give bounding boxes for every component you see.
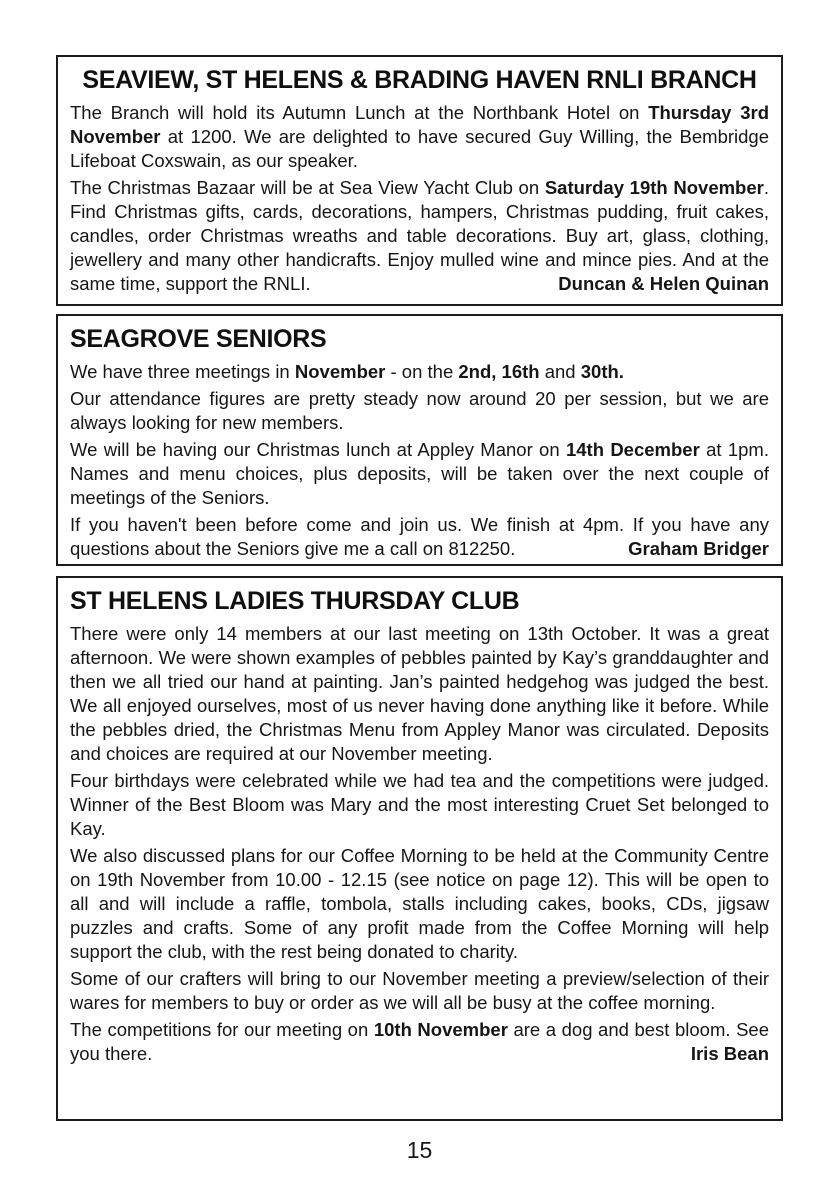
paragraph — [70, 622, 769, 766]
text-segment: - on the — [385, 361, 459, 382]
text-segment: Four birthdays were celebrated while we had tea and the competitions were judged. Winner of the Best Bloom was Mary and the most interesting Cruet Set belonged to Kay. — [70, 770, 769, 839]
text-segment: Our attendance figures are pretty steady now around 20 per session, but we are always looking for new members. — [70, 388, 769, 433]
paragraph — [70, 387, 769, 435]
text-segment: If you haven't been before come and join us. We finish at 4pm. If you have any questions about the Seniors give me a call on 812250. — [70, 514, 769, 559]
section-rnli-branch — [56, 55, 783, 306]
text-segment: 2nd, 16th — [458, 361, 540, 382]
text-segment: We have three meetings in — [70, 361, 295, 382]
page-number: 15 — [406, 1137, 433, 1163]
paragraph — [70, 844, 769, 964]
signature: Duncan & Helen Quinan — [558, 273, 769, 294]
paragraph — [70, 513, 769, 561]
text-segment: The Christmas Bazaar will be at Sea View Yacht Club on — [70, 177, 545, 198]
paragraph — [70, 967, 769, 1015]
text-segment: at 1pm. Names and menu choices, plus deposits, will be taken over the next couple of meetings of the Seniors. — [70, 439, 769, 508]
section-title-seagrove-seniors: SEAGROVE SENIORS — [70, 325, 327, 353]
text-segment: We will be having our Christmas lunch at Appley Manor on — [70, 439, 566, 460]
paragraph — [70, 101, 769, 173]
paragraph — [70, 360, 769, 384]
text-segment: November — [294, 361, 386, 382]
text-segment: . Find Christmas gifts, cards, decorations, hampers, Christmas pudding, fruit cakes, candles, order Christmas wreaths and table decorations. Buy art, glass, clothing, jewellery and many other handicrafts. Enjoy mulled wine and mince pies. And at the same time, support the RNLI. — [70, 177, 769, 294]
text-segment: at 1200. We are delighted to have secured Guy Willing, the Bembridge Lifeboat Coxswain, as our speaker. — [70, 126, 769, 171]
text-segment: We also discussed plans for our Coffee Morning to be held at the Community Centre on 19th November from 10.00 - 12.15 (see notice on page 12). This will be open to all and will include a raffle, tombola, stalls including cakes, books, CDs, jigsaw puzzles and crafts. Some of any profit made from the Coffee Morning will help support the club, with the rest being donated to charity. — [70, 845, 769, 962]
text-segment: Some of our crafters will bring to our November meeting a preview/selection of their wares for members to buy or order as we will all be busy at the coffee morning. — [70, 968, 769, 1013]
text-segment: There were only 14 members at our last meeting on 13th October. It was a great afternoon. We were shown examples of pebbles painted by Kay’s granddaughter and then we all tried our hand at painting. Jan’s painted hedgehog was judged the best. We all enjoyed ourselves, most of us never having done anything like it before. While the pebbles dried, the Christmas Menu from Appley Manor was circulated. Deposits and choices are required at our November meeting. — [70, 623, 769, 764]
text-segment: 10th November — [373, 1019, 508, 1040]
signature: Graham Bridger — [628, 538, 769, 559]
section-ladies-thursday-club — [56, 576, 783, 1121]
section-title-ladies-thursday-club: ST HELENS LADIES THURSDAY CLUB — [70, 587, 520, 615]
text-segment: The Branch will hold its Autumn Lunch at the Northbank Hotel on — [70, 102, 649, 123]
text-segment: 30th. — [580, 361, 624, 382]
text-segment: Thursday 3rd November — [70, 102, 770, 147]
section-title-rnli-branch: SEAVIEW, ST HELENS & BRADING HAVEN RNLI BRANCH — [82, 66, 757, 94]
signature: Iris Bean — [690, 1043, 769, 1064]
text-segment: are a dog and best bloom. See you there. — [70, 1019, 770, 1064]
text-segment: 14th December — [565, 439, 700, 460]
text-segment: The competitions for our meeting on — [70, 1019, 374, 1040]
paragraph — [70, 438, 769, 510]
paragraph — [70, 769, 769, 841]
section-seagrove-seniors — [56, 314, 783, 566]
text-segment: Saturday 19th November — [544, 177, 764, 198]
paragraph — [70, 1018, 769, 1066]
text-segment: and — [539, 361, 581, 382]
paragraph — [70, 176, 769, 296]
